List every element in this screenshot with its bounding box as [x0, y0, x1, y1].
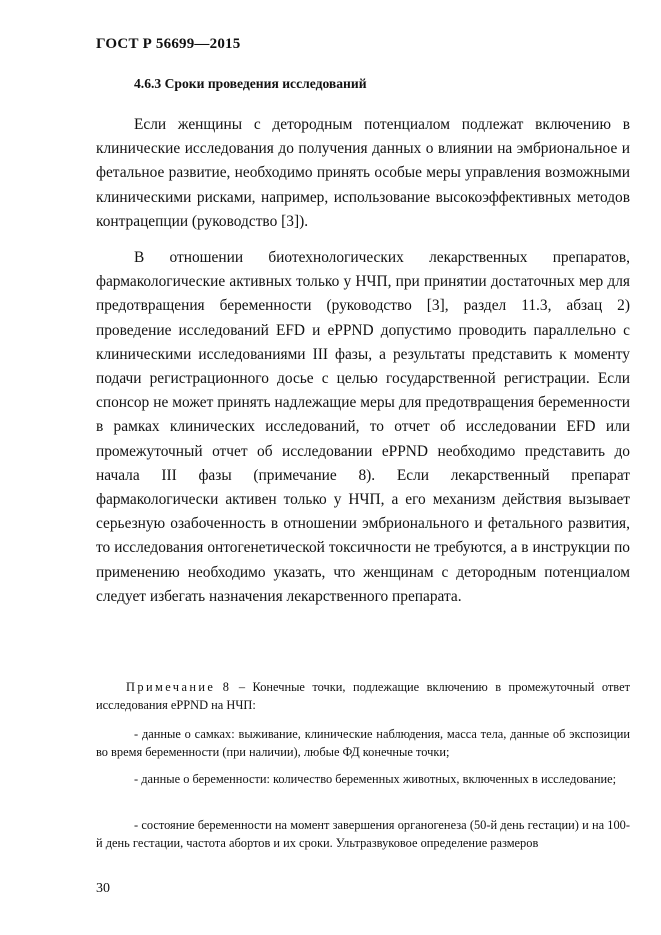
note-intro-text: – Конечные точки, подлежащие включению в промежуточный ответ исследования ePPND на НЧП:: [96, 680, 630, 712]
body-paragraph-2: В отношении биотехнологических лекарственных препаратов, фармакологические активных только у НЧП, при принятии достаточных мер для предотвращения беременности (руководство [3], раздел 11.3, абзац 2) проведение исследований EFD и ePPND допустимо проводить параллельно с клиническими исследованиями III фазы, а результаты представить к моменту подачи регистрационного досье с целью государственной регистрации. Если спонсор не может принять надлежащие меры для предотвращения беременности в рамках клинических исследований, то отчет об исследовании EFD или промежуточный отчет об исследовании ePPND необходимо представить до начала III фазы (примечание 8). Если лекарственный препарат фармакологически активен только у НЧП, а его механизм действия вызывает серьезную озабоченность в отношении эмбрионального и фетального развития, то исследования онтогенетической токсичности не требуются, а в инструкции по применению необходимо указать, что женщинам с детородным потенциалом следует избегать назначения лекарственного препарата.: [96, 249, 630, 605]
note-intro: [96, 679, 630, 714]
page-number: 30: [96, 881, 110, 896]
note-item-2: - данные о беременности: количество беременных животных, включенных в исследование;: [134, 772, 617, 786]
note-item-3: - состояние беременности на момент завершения органогенеза (50-й день гестации) и на 100-й день гестации, частота абортов и их сроки. Ультразвуковое определение размеров: [96, 818, 630, 850]
note-label: Примечание: [126, 680, 216, 694]
body-paragraph-1: Если женщины с детородным потенциалом подлежат включению в клинические исследования до получения данных о влиянии на эмбриональное и фетальное развитие, необходимо принять особые меры управления возможными клиническими рисками, например, использование высокоэффективных методов контрацепции (руководство [3]).: [96, 116, 630, 230]
document-header: ГОСТ Р 56699—2015: [96, 36, 241, 52]
note-item-1: - данные о самках: выживание, клинические наблюдения, масса тела, данные об экспозиции во время беременности (при наличии), любые ФД конечные точки;: [96, 727, 630, 759]
note-number: 8: [222, 680, 232, 694]
section-title: 4.6.3 Сроки проведения исследований: [134, 76, 367, 91]
